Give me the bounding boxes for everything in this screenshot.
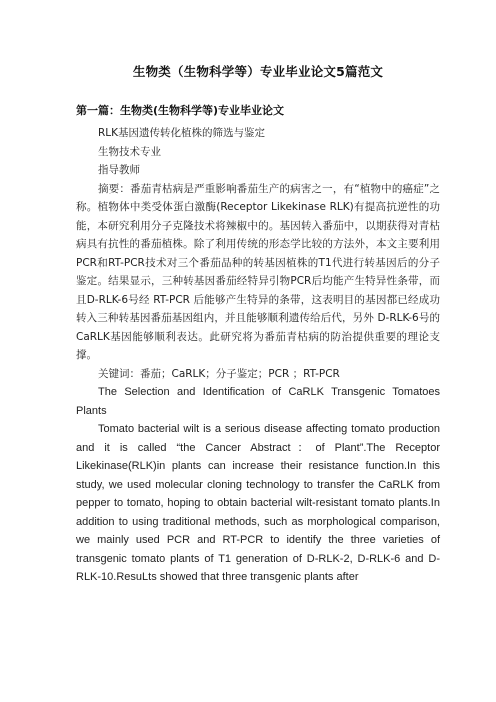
major-label: 生物技术专业 <box>98 145 161 158</box>
section-heading: 第一篇：生物类(生物科学等)专业毕业论文 <box>76 104 285 117</box>
english-title: The Selection and Identification of CaRLK Transgenic Tomatoes Plants <box>76 386 440 417</box>
abstract-chinese: 摘要：番茄青枯病是严重影响番茄生产的病害之一，有“植物中的癌症”之称。植物体中类受体蛋白激酶(Receptor Likekinase RLK)有提高抗逆性的功能，本研究利用分子克隆技术将辣椒中的。基因转入番茄中，以期获得对青枯病具有抗性的番茄植株。除了利用传统的形态学比较的方法外，本文主要利用PCR和RT-PCR技术对三个番茄品种的转基因植株的T1代进行转基因后的分子鉴定。结果显示，三种转基因番茄经特异引物PCR后均能产生特异性条带，而且D-RLK-6号经 RT-PCR 后能够产生特异的条带，这表明目的基因都已经成功转入三种转基因番茄基因组内，并且能够顺利遗传给后代，另外 D-RLK-6号的CaRLK基因能够顺利表达。此研究将为番茄青枯病的防治提供重要的理论支撑。 <box>76 182 440 361</box>
keywords-chinese: 关键词：番茄；CaRLK；分子鉴定；PCR ；RT-PCR <box>98 367 340 380</box>
advisor-label: 指导教师 <box>98 164 140 176</box>
document-title: 生物类（生物科学等）专业毕业论文5篇范文 <box>132 64 384 79</box>
abstract-english: Tomato bacterial wilt is a serious disease affecting tomato production and it is called “the Cancer Abstract：of Plant”.The Receptor Likekinase(RLK)in plants can increase their resistance function.In this study, we used molecular cloning technology to transfer the CaRLK from pepper to tomato, hoping to obtain bacterial wilt-resistant tomato plants.In addition to using traditional methods, such as morphological comparison, we mainly used PCR and RT-PCR to identify the three varieties of transgenic tomato plants of T1 generation of D-RLK-2, D-RLK-6 and D-RLK-10.ResuLts showed that three transgenic plants after <box>76 423 440 583</box>
thesis-title: RLK基因遗传转化植株的筛选与鉴定 <box>98 127 266 139</box>
